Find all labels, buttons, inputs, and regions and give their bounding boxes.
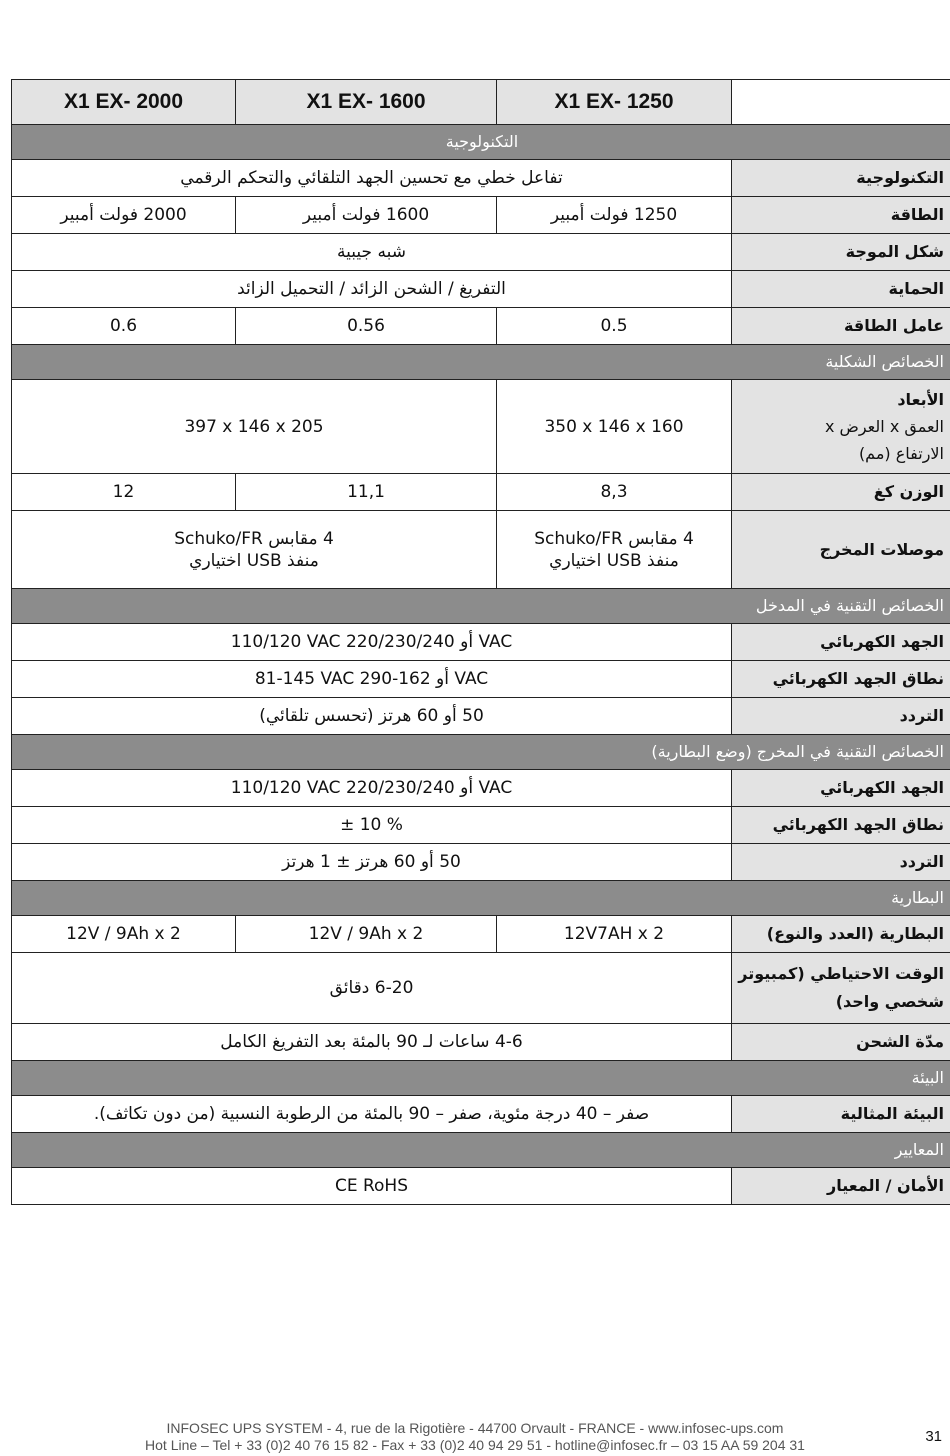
battery-2000: 12V / 9Ah x 2 — [12, 916, 236, 953]
row-backup-time — [12, 953, 950, 1024]
outlets-label: موصلات المخرج — [732, 511, 950, 589]
charge-time-label: مدّة الشحن — [732, 1024, 950, 1061]
dimensions-1250: 350 x 146 x 160 — [497, 380, 732, 474]
backup-time-label — [732, 953, 950, 1024]
technology-label: التكنولوجية — [732, 160, 950, 197]
power-factor-label: عامل الطاقة — [732, 308, 950, 345]
output-voltage-label: الجهد الكهربائي — [732, 770, 950, 807]
waveform-label: شكل الموجة — [732, 234, 950, 271]
input-range-value: 81-145 VAC أو 162-290 VAC — [12, 661, 732, 698]
section-input-title: الخصائص التقنية في المدخل — [12, 589, 950, 624]
dimensions-label-line2: العمق x العرض x — [824, 417, 944, 436]
model-2000: X1 EX- 2000 — [12, 80, 236, 125]
power-factor-2000: 0.6 — [12, 308, 236, 345]
model-1600: X1 EX- 1600 — [236, 80, 497, 125]
outlets-2000-1600 — [12, 511, 497, 589]
weight-label: الوزن كغ — [732, 474, 950, 511]
output-voltage-value: 110/120 VAC أو 220/230/240 VAC — [12, 770, 732, 807]
technology-value: تفاعل خطي مع تحسين الجهد التلقائي والتحكم الرقمي — [12, 160, 732, 197]
section-standards — [12, 1133, 950, 1168]
section-output — [12, 735, 950, 770]
safety-label: الأمان / المعيار — [732, 1168, 950, 1205]
power-factor-1250: 0.5 — [497, 308, 732, 345]
waveform-value: شبه جيبية — [12, 234, 732, 271]
weight-1600: 11,1 — [236, 474, 497, 511]
row-environment — [12, 1096, 950, 1133]
outlets-1250-line1: 4 مقابس Schuko/FR — [534, 528, 694, 549]
environment-label: البيئة المثالية — [732, 1096, 950, 1133]
row-protection — [12, 271, 950, 308]
section-battery — [12, 881, 950, 916]
page-footer — [0, 1420, 950, 1454]
protection-value: التفريغ / الشحن الزائد / التحميل الزائد — [12, 271, 732, 308]
backup-time-label-line1: الوقت الاحتياطي (كمبيوتر — [738, 964, 944, 983]
section-battery-title: البطارية — [12, 881, 950, 916]
output-range-value: ± 10 % — [12, 807, 732, 844]
weight-2000: 12 — [12, 474, 236, 511]
input-frequency-value: 50 أو 60 هرتز (تحسس تلقائي) — [12, 698, 732, 735]
safety-value: CE RoHS — [12, 1168, 732, 1205]
section-standards-title: المعايير — [12, 1133, 950, 1168]
dimensions-label-line3: الارتفاع (مم) — [858, 444, 944, 463]
input-voltage-value: 110/120 VAC أو 220/230/240 VAC — [12, 624, 732, 661]
section-physical-title: الخصائص الشكلية — [12, 345, 950, 380]
power-1250: 1250 فولت أمبير — [497, 197, 732, 234]
input-frequency-label: التردد — [732, 698, 950, 735]
power-1600: 1600 فولت أمبير — [236, 197, 497, 234]
outlets-large-line2: منفذ USB اختياري — [189, 550, 319, 571]
battery-type-label: البطارية (العدد والنوع) — [732, 916, 950, 953]
row-technology — [12, 160, 950, 197]
model-1250: X1 EX- 1250 — [497, 80, 732, 125]
outlets-1250-line2: منفذ USB اختياري — [549, 550, 679, 571]
section-output-title: الخصائص التقنية في المخرج (وضع البطارية) — [12, 735, 950, 770]
header-blank-cell — [732, 80, 950, 125]
section-physical — [12, 345, 950, 380]
row-weight — [12, 474, 950, 511]
battery-1250: 12V7AH x 2 — [497, 916, 732, 953]
section-input — [12, 589, 950, 624]
section-environment-title: البيئة — [12, 1061, 950, 1096]
row-power — [12, 197, 950, 234]
outlets-large-line1: 4 مقابس Schuko/FR — [174, 528, 334, 549]
section-technology — [12, 125, 950, 160]
power-2000: 2000 فولت أمبير — [12, 197, 236, 234]
input-range-label: نطاق الجهد الكهربائي — [732, 661, 950, 698]
output-frequency-label: التردد — [732, 844, 950, 881]
row-safety — [12, 1168, 950, 1205]
charge-time-value: 4-6 ساعات لـ 90 بالمئة بعد التفريغ الكامل — [12, 1024, 732, 1061]
section-environment — [12, 1061, 950, 1096]
row-waveform — [12, 234, 950, 271]
backup-time-label-line2: شخصي واحد) — [835, 992, 944, 1011]
output-frequency-value: 50 أو 60 هرتز ± 1 هرتز — [12, 844, 732, 881]
spec-table — [11, 79, 950, 1205]
footer-address: INFOSEC UPS SYSTEM - 4, rue de la Rigotière - 44700 Orvault - FRANCE - www.infosec-ups.com — [166, 1420, 784, 1436]
battery-1600: 12V / 9Ah x 2 — [236, 916, 497, 953]
weight-1250: 8,3 — [497, 474, 732, 511]
input-voltage-label: الجهد الكهربائي — [732, 624, 950, 661]
row-power-factor — [12, 308, 950, 345]
row-outlets — [12, 511, 950, 589]
model-header-row — [12, 80, 950, 125]
protection-label: الحماية — [732, 271, 950, 308]
outlets-1250 — [497, 511, 732, 589]
row-input-frequency — [12, 698, 950, 735]
power-label: الطاقة — [732, 197, 950, 234]
dimensions-2000-1600: 397 x 146 x 205 — [12, 380, 497, 474]
output-range-label: نطاق الجهد الكهربائي — [732, 807, 950, 844]
dimensions-label-line1: الأبعاد — [897, 390, 944, 409]
page-number: 31 — [925, 1428, 942, 1445]
row-output-voltage — [12, 770, 950, 807]
section-technology-title: التكنولوجية — [12, 125, 950, 160]
row-output-frequency — [12, 844, 950, 881]
environment-value: صفر – 40 درجة مئوية، صفر – 90 بالمئة من الرطوبة النسبية (من دون تكاثف). — [12, 1096, 732, 1133]
backup-time-value: 6-20 دقائق — [12, 953, 732, 1024]
footer-contact: Hot Line – Tel + 33 (0)2 40 76 15 82 - Fax + 33 (0)2 40 94 29 51 - hotline@infosec.fr – 03 15 AA 59 204 31 — [145, 1437, 805, 1453]
row-dimensions — [12, 380, 950, 474]
row-input-range — [12, 661, 950, 698]
row-input-voltage — [12, 624, 950, 661]
power-factor-1600: 0.56 — [236, 308, 497, 345]
dimensions-label — [732, 380, 950, 474]
row-battery-type — [12, 916, 950, 953]
row-charge-time — [12, 1024, 950, 1061]
row-output-range — [12, 807, 950, 844]
